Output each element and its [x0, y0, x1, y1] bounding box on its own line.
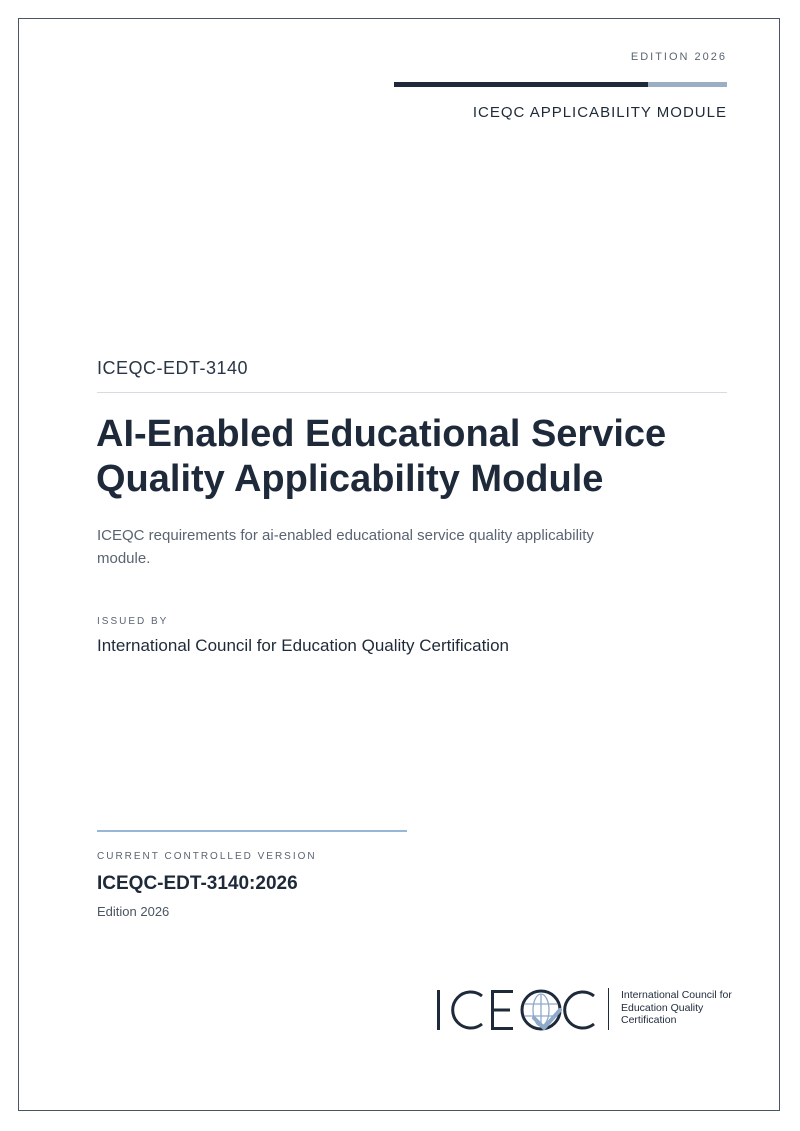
logo-organization-name	[621, 989, 732, 1027]
title-divider	[97, 392, 727, 393]
logo-text-line: Certification	[621, 1014, 677, 1026]
issued-by-label: ISSUED BY	[97, 616, 169, 627]
document-number: ICEQC-EDT-3140	[97, 358, 249, 378]
iceqc-logo	[434, 982, 734, 1038]
version-divider	[97, 830, 407, 832]
version-edition: Edition 2026	[97, 904, 170, 919]
header-rule-light	[648, 82, 727, 87]
document-description: ICEQC requirements for ai-enabled educational service quality applicability module.	[97, 527, 594, 567]
logo-text-line: International Council for	[621, 989, 732, 1001]
logo-text-line: Education Quality	[621, 1001, 704, 1014]
version-code: ICEQC-EDT-3140:2026	[97, 873, 298, 894]
version-label: CURRENT CONTROLLED VERSION	[97, 851, 317, 862]
header-rule	[394, 82, 727, 87]
edition-label: EDITION 2026	[630, 51, 727, 63]
issuer-name: International Council for Education Quality Certification	[97, 636, 509, 655]
header-rule-dark	[394, 82, 648, 87]
module-label: ICEQC APPLICABILITY MODULE	[472, 104, 727, 121]
document-title: AI-Enabled Educational Service Quality Applicability Module	[96, 413, 667, 500]
logo-divider	[608, 988, 609, 1030]
iceqc-logo-mark	[434, 982, 604, 1038]
